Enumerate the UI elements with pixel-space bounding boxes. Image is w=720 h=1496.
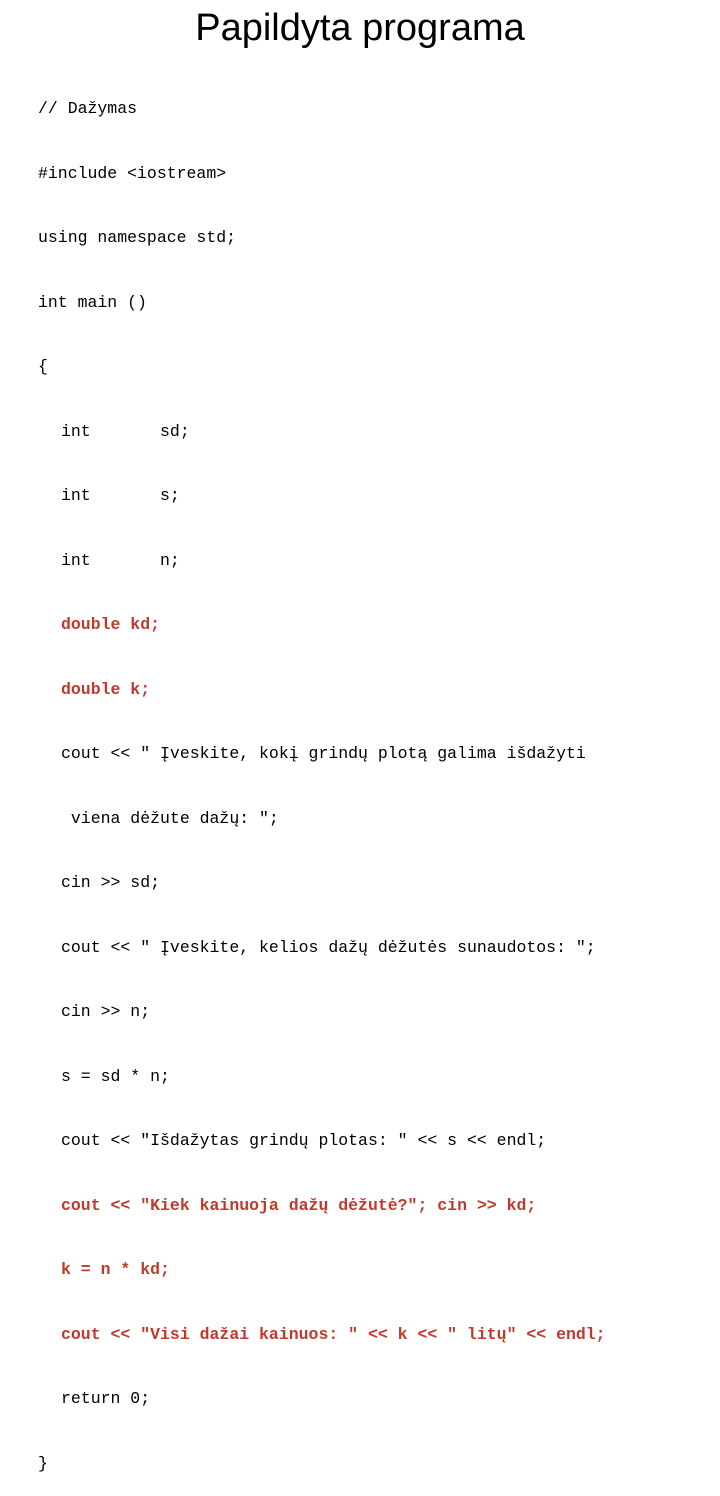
code-line-highlighted: k = n * kd; <box>61 1260 170 1279</box>
code-line-highlighted: cout << "Visi dažai kainuos: " << k << " litų" << endl; <box>61 1324 606 1344</box>
code-line: // Dažymas <box>38 99 138 118</box>
code-line-highlighted: double kd; <box>61 615 161 634</box>
code-line: s = sd * n; <box>61 1066 170 1086</box>
code-line: cout << " Įveskite, kelios dažų dėžutės sunaudotos: "; <box>61 937 596 957</box>
code-line: cout << " Įveskite, kokį grindų plotą galima išdažyti <box>61 744 586 763</box>
code-line: return 0; <box>61 1389 151 1408</box>
code-line: } <box>38 1453 48 1473</box>
code-line-highlighted: double k; <box>61 679 151 699</box>
code-line: int sd; <box>61 421 190 441</box>
code-line: using namespace std; <box>38 228 237 247</box>
code-line: cout << "Išdažytas grindų plotas: " << s << endl; <box>61 1131 547 1150</box>
code-line: { <box>38 357 48 376</box>
code-line: cin >> sd; <box>61 873 161 892</box>
code-line: int n; <box>61 550 180 570</box>
code-block <box>38 55 606 1496</box>
code-line: #include <iostream> <box>38 163 227 183</box>
slide-title: Papildyta programa <box>195 7 525 49</box>
code-line: viena dėžute dažų: "; <box>61 808 279 828</box>
code-line: cin >> n; <box>61 1002 151 1021</box>
code-line: int main () <box>38 292 147 312</box>
code-line-highlighted: cout << "Kiek kainuoja dažų dėžutė?"; cin >> kd; <box>61 1195 537 1215</box>
code-line: int s; <box>61 486 180 505</box>
